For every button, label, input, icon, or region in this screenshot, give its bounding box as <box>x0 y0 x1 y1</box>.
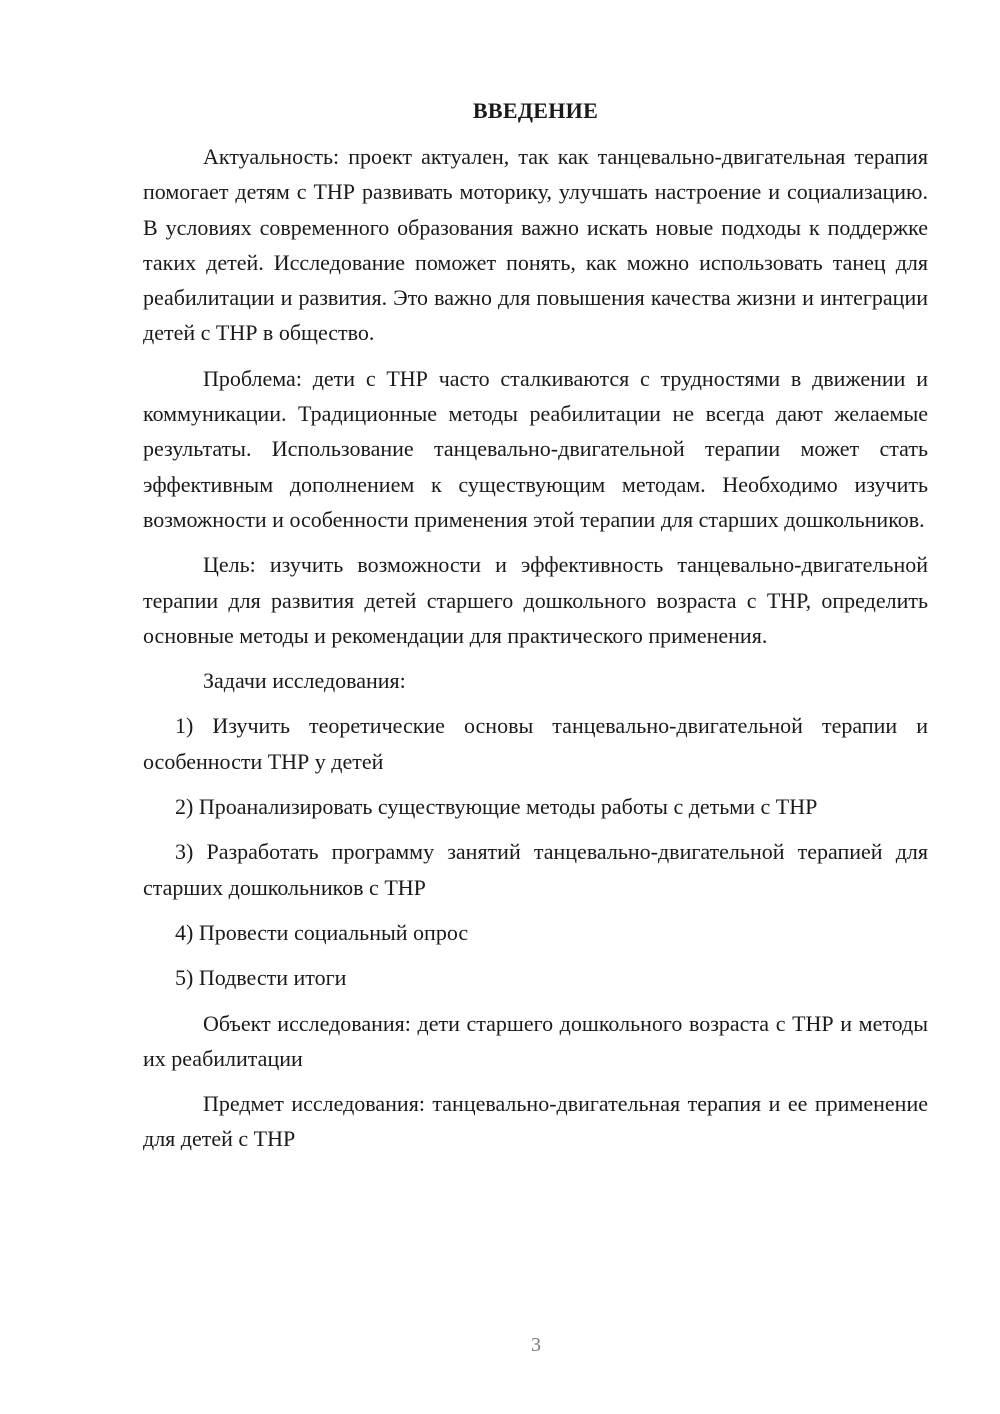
page-content <box>143 96 928 1167</box>
task-item-1: 1) Изучить теоретические основы танцевально-двигательной терапии и особенности ТНР у детей <box>143 713 928 774</box>
section-heading: ВВЕДЕНИЕ <box>472 98 599 123</box>
task-item-4: 4) Провести социальный опрос <box>175 919 469 945</box>
paragraph-subject: Предмет исследования: танцевально-двигательная терапия и ее применение для детей с ТНР <box>143 1091 928 1152</box>
task-item-2: 2) Проанализировать существующие методы работы с детьми с ТНР <box>175 794 818 820</box>
paragraph-object: Объект исследования: дети старшего дошкольного возраста с ТНР и методы их реабилитации <box>143 1010 928 1071</box>
paragraph-problem: Проблема: дети с ТНР часто сталкиваются с трудностями в движении и коммуникации. Традиционные методы реабилитации не всегда дают желаемые результаты. Использование танцевально-двигательной терапии может стать эффективным дополнением к существующим методам. Необходимо изучить возможности и особенности применения этой терапии для старших дошкольников. <box>143 365 928 532</box>
page-number: 3 <box>531 1334 541 1356</box>
task-item-3: 3) Разработать программу занятий танцевально-двигательной терапией для старших дошкольников с ТНР <box>143 839 928 900</box>
paragraph-relevance: Актуальность: проект актуален, так как танцевально-двигательная терапия помогает детям с ТНР развивать моторику, улучшать настроение и социализацию. В условиях современного образования важно искать новые подходы к поддержке таких детей. Исследование поможет понять, как можно использовать танец для реабилитации и развития. Это важно для повышения качества жизни и интеграции детей с ТНР в общество. <box>143 144 928 346</box>
paragraph-tasks-title: Задачи исследования: <box>203 668 406 694</box>
task-item-5: 5) Подвести итоги <box>175 965 347 991</box>
paragraph-goal: Цель: изучить возможности и эффективность танцевально-двигательной терапии для развития детей старшего дошкольного возраста с ТНР, определить основные методы и рекомендации для практического применения. <box>143 552 928 648</box>
